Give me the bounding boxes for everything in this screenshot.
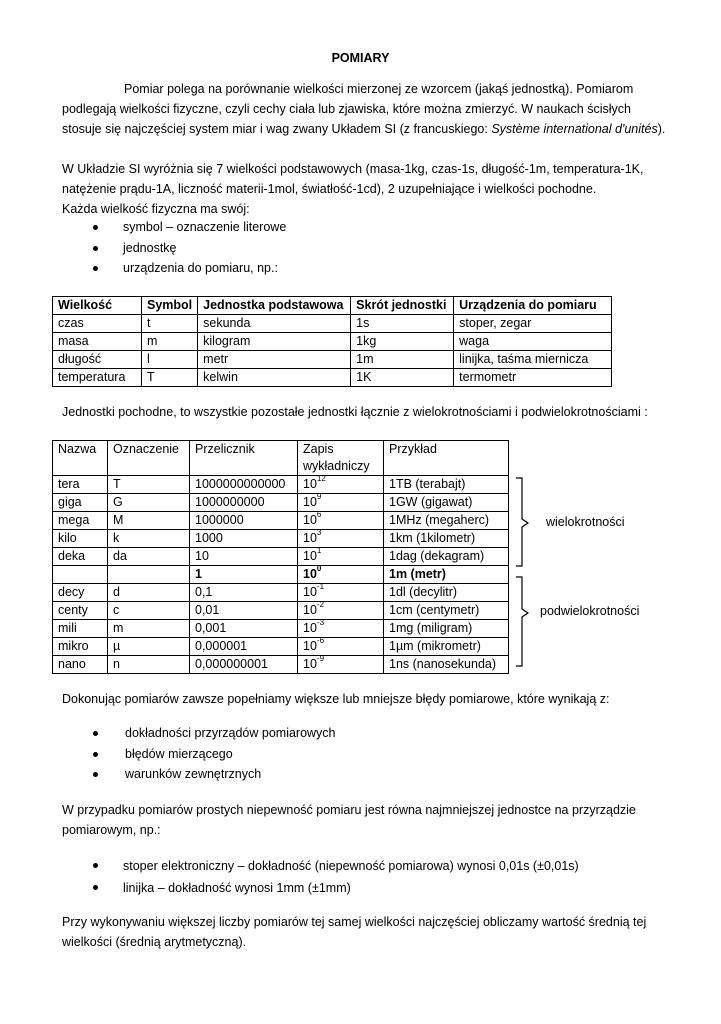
table-header: Skrót jednostki — [351, 297, 454, 315]
table-cell: n — [108, 656, 190, 674]
table-row — [53, 602, 509, 620]
table-cell: c — [108, 602, 190, 620]
table-cell: 1µm (mikrometr) — [384, 638, 509, 656]
table-cell: 1cm (centymetr) — [384, 602, 509, 620]
table-header: Symbol — [142, 297, 198, 315]
table-cell: 1GW (gigawat) — [384, 494, 509, 512]
table-cell: waga — [454, 333, 612, 351]
list-item: dokładności przyrządów pomiarowych — [62, 723, 336, 744]
exponent-cell — [298, 494, 384, 512]
bullet-list-2 — [62, 723, 336, 785]
exponent-cell — [298, 584, 384, 602]
table-cell: 1m — [351, 351, 454, 369]
table-cell: µ — [108, 638, 190, 656]
table-row — [53, 530, 509, 548]
table-cell: czas — [53, 315, 142, 333]
table-cell: decy — [53, 584, 108, 602]
intro-text: Pomiar polega na porównanie wielkości mierzonej ze wzorcem (jakąś jednostką). Pomiarom podlegają wielkości fizyczne, czyli cechy ciała lub zjawiska, które można zmierzyć. W naukach ścisłych stosuje się najczęściej system miar i wag zwany Układem SI (z francuskiego: — [62, 82, 634, 136]
table-row — [53, 369, 612, 387]
si-text: W Układzie SI wyróżnia się 7 wielkości podstawowych (masa-1kg, czas-1s, długość-1m, temperatura-1K, natężenie prądu-1A, liczność materii-1mol, światłość-1cd), 2 uzupełniające i wielkości pochodne. — [62, 162, 644, 196]
table-cell: 1000000 — [190, 512, 298, 530]
table-row — [53, 351, 612, 369]
table-header: Oznaczenie — [108, 441, 190, 476]
exponent-power: 12 — [316, 474, 326, 483]
table-cell — [108, 566, 190, 584]
list-item: symbol – oznaczenie literowe — [62, 217, 286, 238]
table-cell: T — [108, 476, 190, 494]
table-cell: metr — [198, 351, 351, 369]
exponent-cell — [298, 620, 384, 638]
table-cell: 0,001 — [190, 620, 298, 638]
table-cell: 1000000000000 — [190, 476, 298, 494]
exponent-base: 10 — [303, 639, 317, 653]
table-cell: tera — [53, 476, 108, 494]
table-cell: 1000 — [190, 530, 298, 548]
table-cell: centy — [53, 602, 108, 620]
table-cell: 1km (1kilometr) — [384, 530, 509, 548]
table-cell: sekunda — [198, 315, 351, 333]
table-cell: deka — [53, 548, 108, 566]
table-cell: masa — [53, 333, 142, 351]
table-cell: G — [108, 494, 190, 512]
table-cell: kilogram — [198, 333, 351, 351]
exponent-power: -2 — [316, 600, 325, 609]
table-header-row — [53, 441, 509, 476]
exponent-base: 10 — [303, 495, 317, 509]
exponent-power: 6 — [316, 510, 322, 519]
table-cell: termometr — [454, 369, 612, 387]
table-header: Wielkość — [53, 297, 142, 315]
table-cell: 1kg — [351, 333, 454, 351]
exponent-base: 10 — [303, 549, 317, 563]
table-header-row — [53, 297, 612, 315]
table-cell: t — [142, 315, 198, 333]
table-cell: d — [108, 584, 190, 602]
table-cell: 1TB (terabajt) — [384, 476, 509, 494]
exponent-base: 10 — [303, 585, 317, 599]
table-cell: 0,000001 — [190, 638, 298, 656]
table-row — [53, 333, 612, 351]
exponent-cell — [298, 530, 384, 548]
exponent-power: 9 — [316, 492, 322, 501]
table-row — [53, 494, 509, 512]
list-item: linijka – dokładność wynosi 1mm (±1mm) — [62, 877, 579, 899]
list-item: urządzenia do pomiaru, np.: — [62, 258, 286, 279]
table-cell: 0,000000001 — [190, 656, 298, 674]
table-cell: T — [142, 369, 198, 387]
table-header: Urządzenia do pomiaru — [454, 297, 612, 315]
table-cell: 1000000000 — [190, 494, 298, 512]
prefix-table — [52, 440, 509, 674]
table-cell: 0,1 — [190, 584, 298, 602]
table-row — [53, 656, 509, 674]
table-cell: 1mg (miligram) — [384, 620, 509, 638]
table-cell: 1s — [351, 315, 454, 333]
table-cell: kilo — [53, 530, 108, 548]
each-quantity-text: Każda wielkość fizyczna ma swój: — [62, 202, 250, 216]
table-header: Nazwa — [53, 441, 108, 476]
table-cell: l — [142, 351, 198, 369]
table-cell: da — [108, 548, 190, 566]
prefix-table-body — [53, 476, 509, 674]
exponent-base: 10 — [303, 657, 317, 671]
table-cell: m — [142, 333, 198, 351]
exponent-cell — [298, 602, 384, 620]
table-row — [53, 476, 509, 494]
table-cell: 1ns (nanosekunda) — [384, 656, 509, 674]
table-cell: nano — [53, 656, 108, 674]
table-cell: temperatura — [53, 369, 142, 387]
table-header: Przelicznik — [190, 441, 298, 476]
intro-italic-text: Système international d'unités — [491, 122, 658, 136]
table-cell: linijka, taśma miernicza — [454, 351, 612, 369]
table-cell: 1K — [351, 369, 454, 387]
table-cell: 10 — [190, 548, 298, 566]
list-item: błędów mierzącego — [62, 744, 336, 765]
intro-text-end: ). — [657, 122, 666, 136]
table-header: Przykład — [384, 441, 509, 476]
table-cell: giga — [53, 494, 108, 512]
table-row — [53, 512, 509, 530]
intro-paragraph — [62, 79, 672, 139]
exponent-cell — [298, 566, 384, 584]
table-cell: m — [108, 620, 190, 638]
exponent-power: 3 — [316, 528, 322, 537]
table-header: Zapis wykładniczy — [298, 441, 384, 476]
exponent-power: 1 — [316, 546, 322, 555]
table-row — [53, 638, 509, 656]
exponent-power: 0 — [316, 564, 322, 573]
exponent-cell — [298, 512, 384, 530]
exponent-power: -3 — [316, 618, 325, 627]
exponent-cell — [298, 656, 384, 674]
exponent-cell — [298, 638, 384, 656]
exponent-base: 10 — [303, 531, 317, 545]
table-cell: stoper, zegar — [454, 315, 612, 333]
table-cell: M — [108, 512, 190, 530]
table-cell: 1MHz (megaherc) — [384, 512, 509, 530]
table-cell: 1m (metr) — [384, 566, 509, 584]
exponent-base: 10 — [303, 603, 317, 617]
exponent-power: -9 — [316, 654, 325, 663]
table-cell: mikro — [53, 638, 108, 656]
table-cell — [53, 566, 108, 584]
list-item: warunków zewnętrznych — [62, 764, 336, 785]
exponent-base: 10 — [303, 621, 317, 635]
table-row — [53, 548, 509, 566]
table-header: Jednostka podstawowa — [198, 297, 351, 315]
exponent-power: -1 — [316, 582, 325, 591]
multiples-label: wielokrotności — [546, 515, 625, 529]
bullet-list-3 — [62, 855, 579, 899]
uncertainty-paragraph: W przypadku pomiarów prostych niepewność pomiaru jest równa najmniejszej jednostce na przyrządzie pomiarowym, np.: — [62, 803, 636, 837]
table-cell: mega — [53, 512, 108, 530]
submultiples-brace — [512, 576, 552, 668]
table-cell: 1 — [190, 566, 298, 584]
bullet-list-1 — [62, 217, 286, 279]
exponent-power: -6 — [316, 636, 325, 645]
exponent-cell — [298, 476, 384, 494]
table-row — [53, 566, 509, 584]
table-cell: długość — [53, 351, 142, 369]
errors-intro: Dokonując pomiarów zawsze popełniamy większe lub mniejsze błędy pomiarowe, które wynikają z: — [62, 692, 610, 706]
table-cell: mili — [53, 620, 108, 638]
table-row — [53, 315, 612, 333]
closing-paragraph: Przy wykonywaniu większej liczby pomiarów tej samej wielkości najczęściej obliczamy wartość średnią tej wielkości (średnią arytmetyczną). — [62, 915, 647, 949]
table-cell: kelwin — [198, 369, 351, 387]
list-item: jednostkę — [62, 238, 286, 259]
exponent-base: 10 — [303, 477, 317, 491]
table-cell: 1dag (dekagram) — [384, 548, 509, 566]
page-title: POMIARY — [331, 51, 390, 65]
table-row — [53, 584, 509, 602]
derived-intro: Jednostki pochodne, to wszystkie pozostałe jednostki łącznie z wielokrotnościami i podwielokrotnościami : — [62, 405, 648, 419]
exponent-base: 10 — [303, 513, 317, 527]
si-paragraph — [62, 159, 672, 219]
exponent-cell — [298, 548, 384, 566]
si-units-table — [52, 296, 612, 387]
table-cell: 1dl (decylitr) — [384, 584, 509, 602]
list-item: stoper elektroniczny – dokładność (niepewność pomiarowa) wynosi 0,01s (±0,01s) — [62, 855, 579, 877]
exponent-base: 10 — [303, 567, 317, 581]
table-cell: 0,01 — [190, 602, 298, 620]
table-row — [53, 620, 509, 638]
table-cell: k — [108, 530, 190, 548]
submultiples-label: podwielokrotności — [540, 604, 640, 618]
